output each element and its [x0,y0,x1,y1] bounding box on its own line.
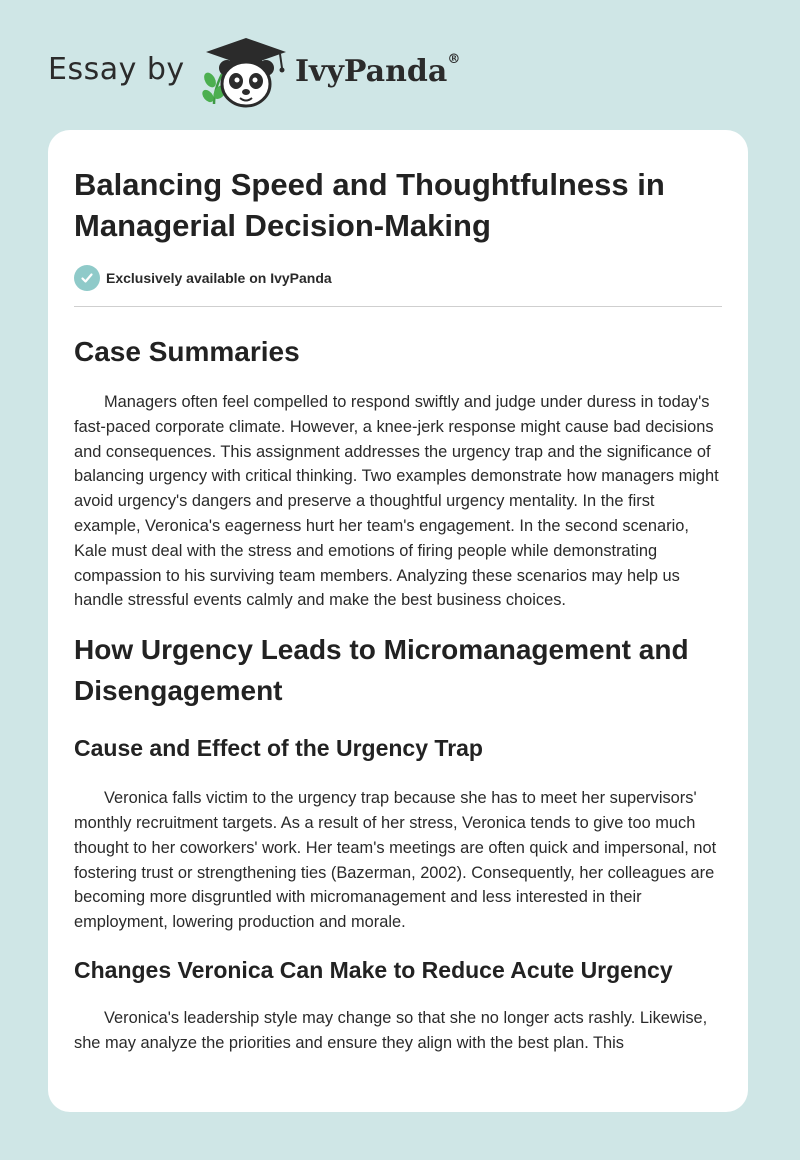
section-heading-urgency: How Urgency Leads to Micromanagement and Disengagement [74,634,689,707]
paragraph-cause-effect: Veronica falls victim to the urgency trap because she has to meet her supervisors' monthly recruitment targets. As a result of her stress, Veronica tends to give too much thought to her coworkers' work. Her team's meetings are often quick and impersonal, not fostering trust or strengthening ties (Bazerman, 2002). Consequently, her colleagues are becoming more disgruntled with micromanagement and less interested in their employment, lowering production and morale. [74,789,717,932]
site-header [48,34,508,114]
subheading-changes-veronica: Changes Veronica Can Make to Reduce Acute Urgency [74,956,673,983]
exclusive-badge-text: Exclusively available on IvyPanda [106,270,332,286]
exclusive-badge [74,264,722,292]
check-circle-icon [74,265,100,291]
paragraph-changes-veronica: Veronica's leadership style may change so that she no longer acts rashly. Likewise, she may analyze the priorities and ensure they align with the best plan. This [74,1008,708,1052]
section-heading-case-summaries: Case Summaries [74,336,300,367]
subheading-cause-effect: Cause and Effect of the Urgency Trap [74,735,483,762]
registered-mark: ® [447,52,461,67]
article-title: Balancing Speed and Thoughtfulness in Managerial Decision-Making [74,167,665,243]
brand-text: IvyPanda [295,54,448,89]
essay-by-label: Essay by [48,52,185,87]
title-divider [74,306,722,307]
article-card [48,130,748,1112]
brand-name[interactable] [295,54,460,89]
paragraph-case-summaries: Managers often feel compelled to respond swiftly and judge under duress in today's fast-paced corporate climate. However, a knee-jerk response might cause bad decisions and consequences. This assignment addresses the urgency trap and the significance of balancing urgency with critical thinking. Two examples demonstrate how managers might avoid urgency's dangers and preserve a thoughtful urgency mentality. In the first example, Veronica's eagerness hurt her team's engagement. In the second scenario, Kale must deal with the stress and emotions of firing people while demonstrating compassion to his surviving team members. Analyzing these scenarios may help us handle stressful events calmly and make the best business choices. [74,393,719,610]
panda-graduate-icon[interactable] [200,34,292,110]
